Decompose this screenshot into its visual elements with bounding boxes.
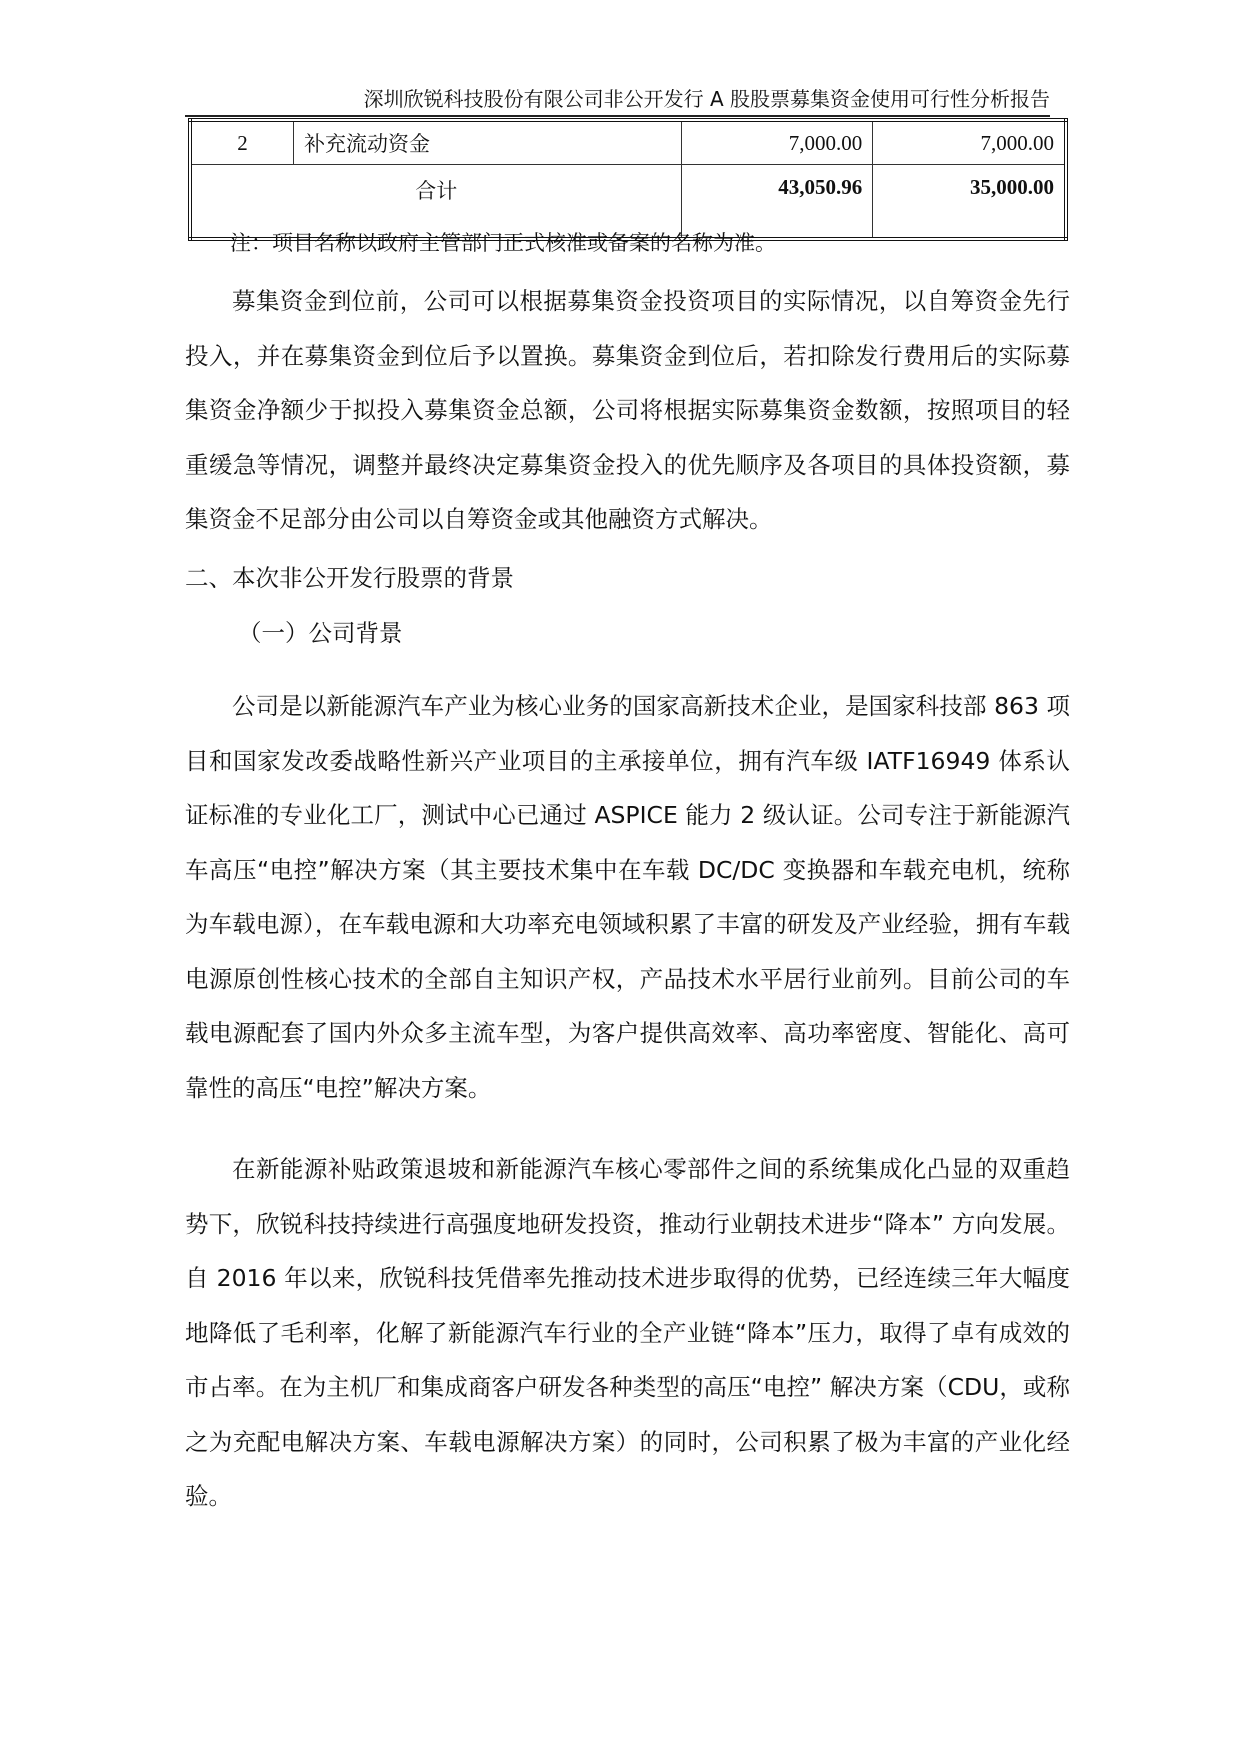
- project-name: 补充流动资金: [294, 120, 682, 165]
- total-investment-sum: 43,050.96: [681, 165, 873, 240]
- paragraph-fund-usage: 募集资金到位前，公司可以根据募集资金投资项目的实际情况，以自筹资金先行投入，并在募集资金到位后予以置换。募集资金到位后，若扣除发行费用后的实际募集资金净额少于拟投入募集资金总额，公司将根据实际募集资金数额，按照项目的轻重缓急等情况，调整并最终决定募集资金投入的优先顺序及各项目的具体投资额，募集资金不足部分由公司以自筹资金或其他融资方式解决。: [185, 287, 1070, 533]
- page-header: 深圳欣锐科技股份有限公司非公开发行 A 股股票募集资金使用可行性分析报告: [363, 87, 1050, 111]
- subsection-heading: （一）公司背景: [238, 619, 403, 647]
- table-row: [190, 120, 1066, 165]
- paragraph-company-background: 公司是以新能源汽车产业为核心业务的国家高新技术企业，是国家科技部 863 项目和国家发改委战略性新兴产业项目的主承接单位，拥有汽车级 IATF16949 体系认证标准的专业化工厂，测试中心已通过 ASPICE 能力 2 级认证。公司专注于新能源汽车高压“电控”解决方案（其主要技术集中在车载 DC/DC 变换器和车载充电机，统称为车载电源），在车载电源和大功率充电领域积累了丰富的研发及产业经验，拥有车载电源原创性核心技术的全部自主知识产权，产品技术水平居行业前列。目前公司的车载电源配套了国内外众多主流车型，为客户提供高效率、高功率密度、智能化、高可靠性的高压“电控”解决方案。: [185, 692, 1070, 1102]
- section-heading: 二、本次非公开发行股票的背景: [185, 564, 514, 592]
- fund-usage-table: [188, 118, 1068, 241]
- row-number: 2: [190, 120, 294, 165]
- header-divider: [185, 115, 1050, 117]
- total-label: 合计: [190, 165, 681, 240]
- proposed-funds-cell: 7,000.00: [873, 120, 1066, 165]
- paragraph-industry-trend: 在新能源补贴政策退坡和新能源汽车核心零部件之间的系统集成化凸显的双重趋势下，欣锐科技持续进行高强度地研发投资，推动行业朝技术进步“降本” 方向发展。自 2016 年以来，欣锐科技凭借率先推动技术进步取得的优势，已经连续三年大幅度地降低了毛利率，化解了新能源汽车行业的全产业链“降本”压力，取得了卓有成效的市占率。在为主机厂和集成商客户研发各种类型的高压“电控” 解决方案（CDU，或称之为充配电解决方案、车载电源解决方案）的同时，公司积累了极为丰富的产业化经验。: [185, 1155, 1070, 1510]
- total-investment-cell: 7,000.00: [681, 120, 873, 165]
- proposed-funds-sum: 35,000.00: [873, 165, 1066, 240]
- table-note: 注：项目名称以政府主管部门正式核准或备案的名称为准。: [230, 231, 776, 255]
